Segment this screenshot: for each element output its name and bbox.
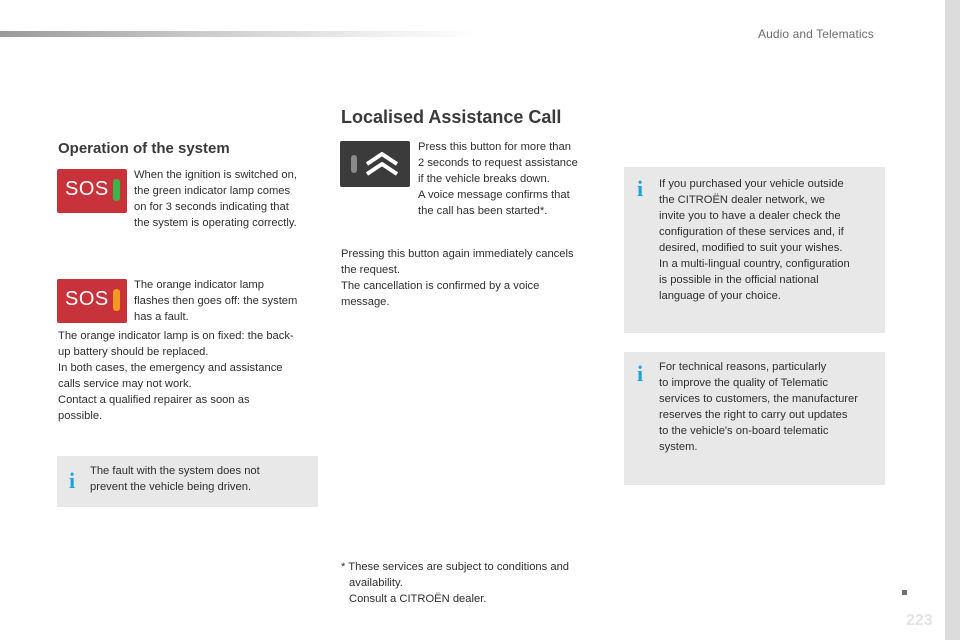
cancel-request-text: Pressing this button again immediately cancels the request. The cancellation is confirmed by a voice message. [341,248,574,308]
green-lamp-text: When the ignition is switched on, the green indicator lamp comes on for 3 seconds indicating that the system is operating correctly. [134,169,297,229]
orange-lamp-text: The orange indicator lamp flashes then goes off: the system has a fault. [134,279,298,323]
sos-label: SOS [65,288,109,310]
fault-body-text: The orange indicator lamp is on fixed: the back- up battery should be replaced. In both cases, the emergency and assistance calls service may not work. Contact a qualified repairer as soon as possible. [58,330,294,422]
info-box-dealer-text: If you purchased your vehicle outside the CITROËN dealer network, we invite you to have a dealer check the configuration of these services and, if desired, modified to suit your wishes. In a multi-lingual country, configuration is possible in the official national language of your choice. [659,178,850,302]
info-box-dealer [624,167,885,333]
assistance-button [340,141,410,187]
page-number: 223 [906,612,933,629]
info-box-technical [624,352,885,485]
info-icon: i [637,361,644,386]
info-icon: i [637,176,644,201]
section-title: Audio and Telematics [758,27,874,41]
localised-assistance-title: Localised Assistance Call [341,107,562,127]
orange-lamp-icon [113,289,120,311]
info-icon: i [69,468,76,493]
citroen-chevrons-icon [364,148,400,180]
press-button-text: Press this button for more than 2 seconds to request assistance if the vehicle breaks down. A voice message confirms that the call has been started*. [418,141,578,217]
green-lamp-icon [113,179,120,201]
sos-button-green [57,169,127,213]
page-edge-strip [945,0,960,640]
info-note-text: The fault with the system does not prevent the vehicle being driven. [90,465,260,493]
info-note-box [57,456,318,507]
page-marker [902,590,907,595]
footnote-text: * These services are subject to conditions and availability. Consult a CITROËN dealer. [341,561,570,605]
assistance-indicator [351,155,357,173]
sos-label: SOS [65,178,109,200]
sos-button-orange [57,279,127,323]
operation-title: Operation of the system [58,140,230,157]
header-gradient-bar [0,31,480,37]
info-box-technical-text: For technical reasons, particularly to improve the quality of Telematic services to customers, the manufacturer reserves the right to carry out updates to the vehicle's on-board telematic system. [659,361,858,453]
